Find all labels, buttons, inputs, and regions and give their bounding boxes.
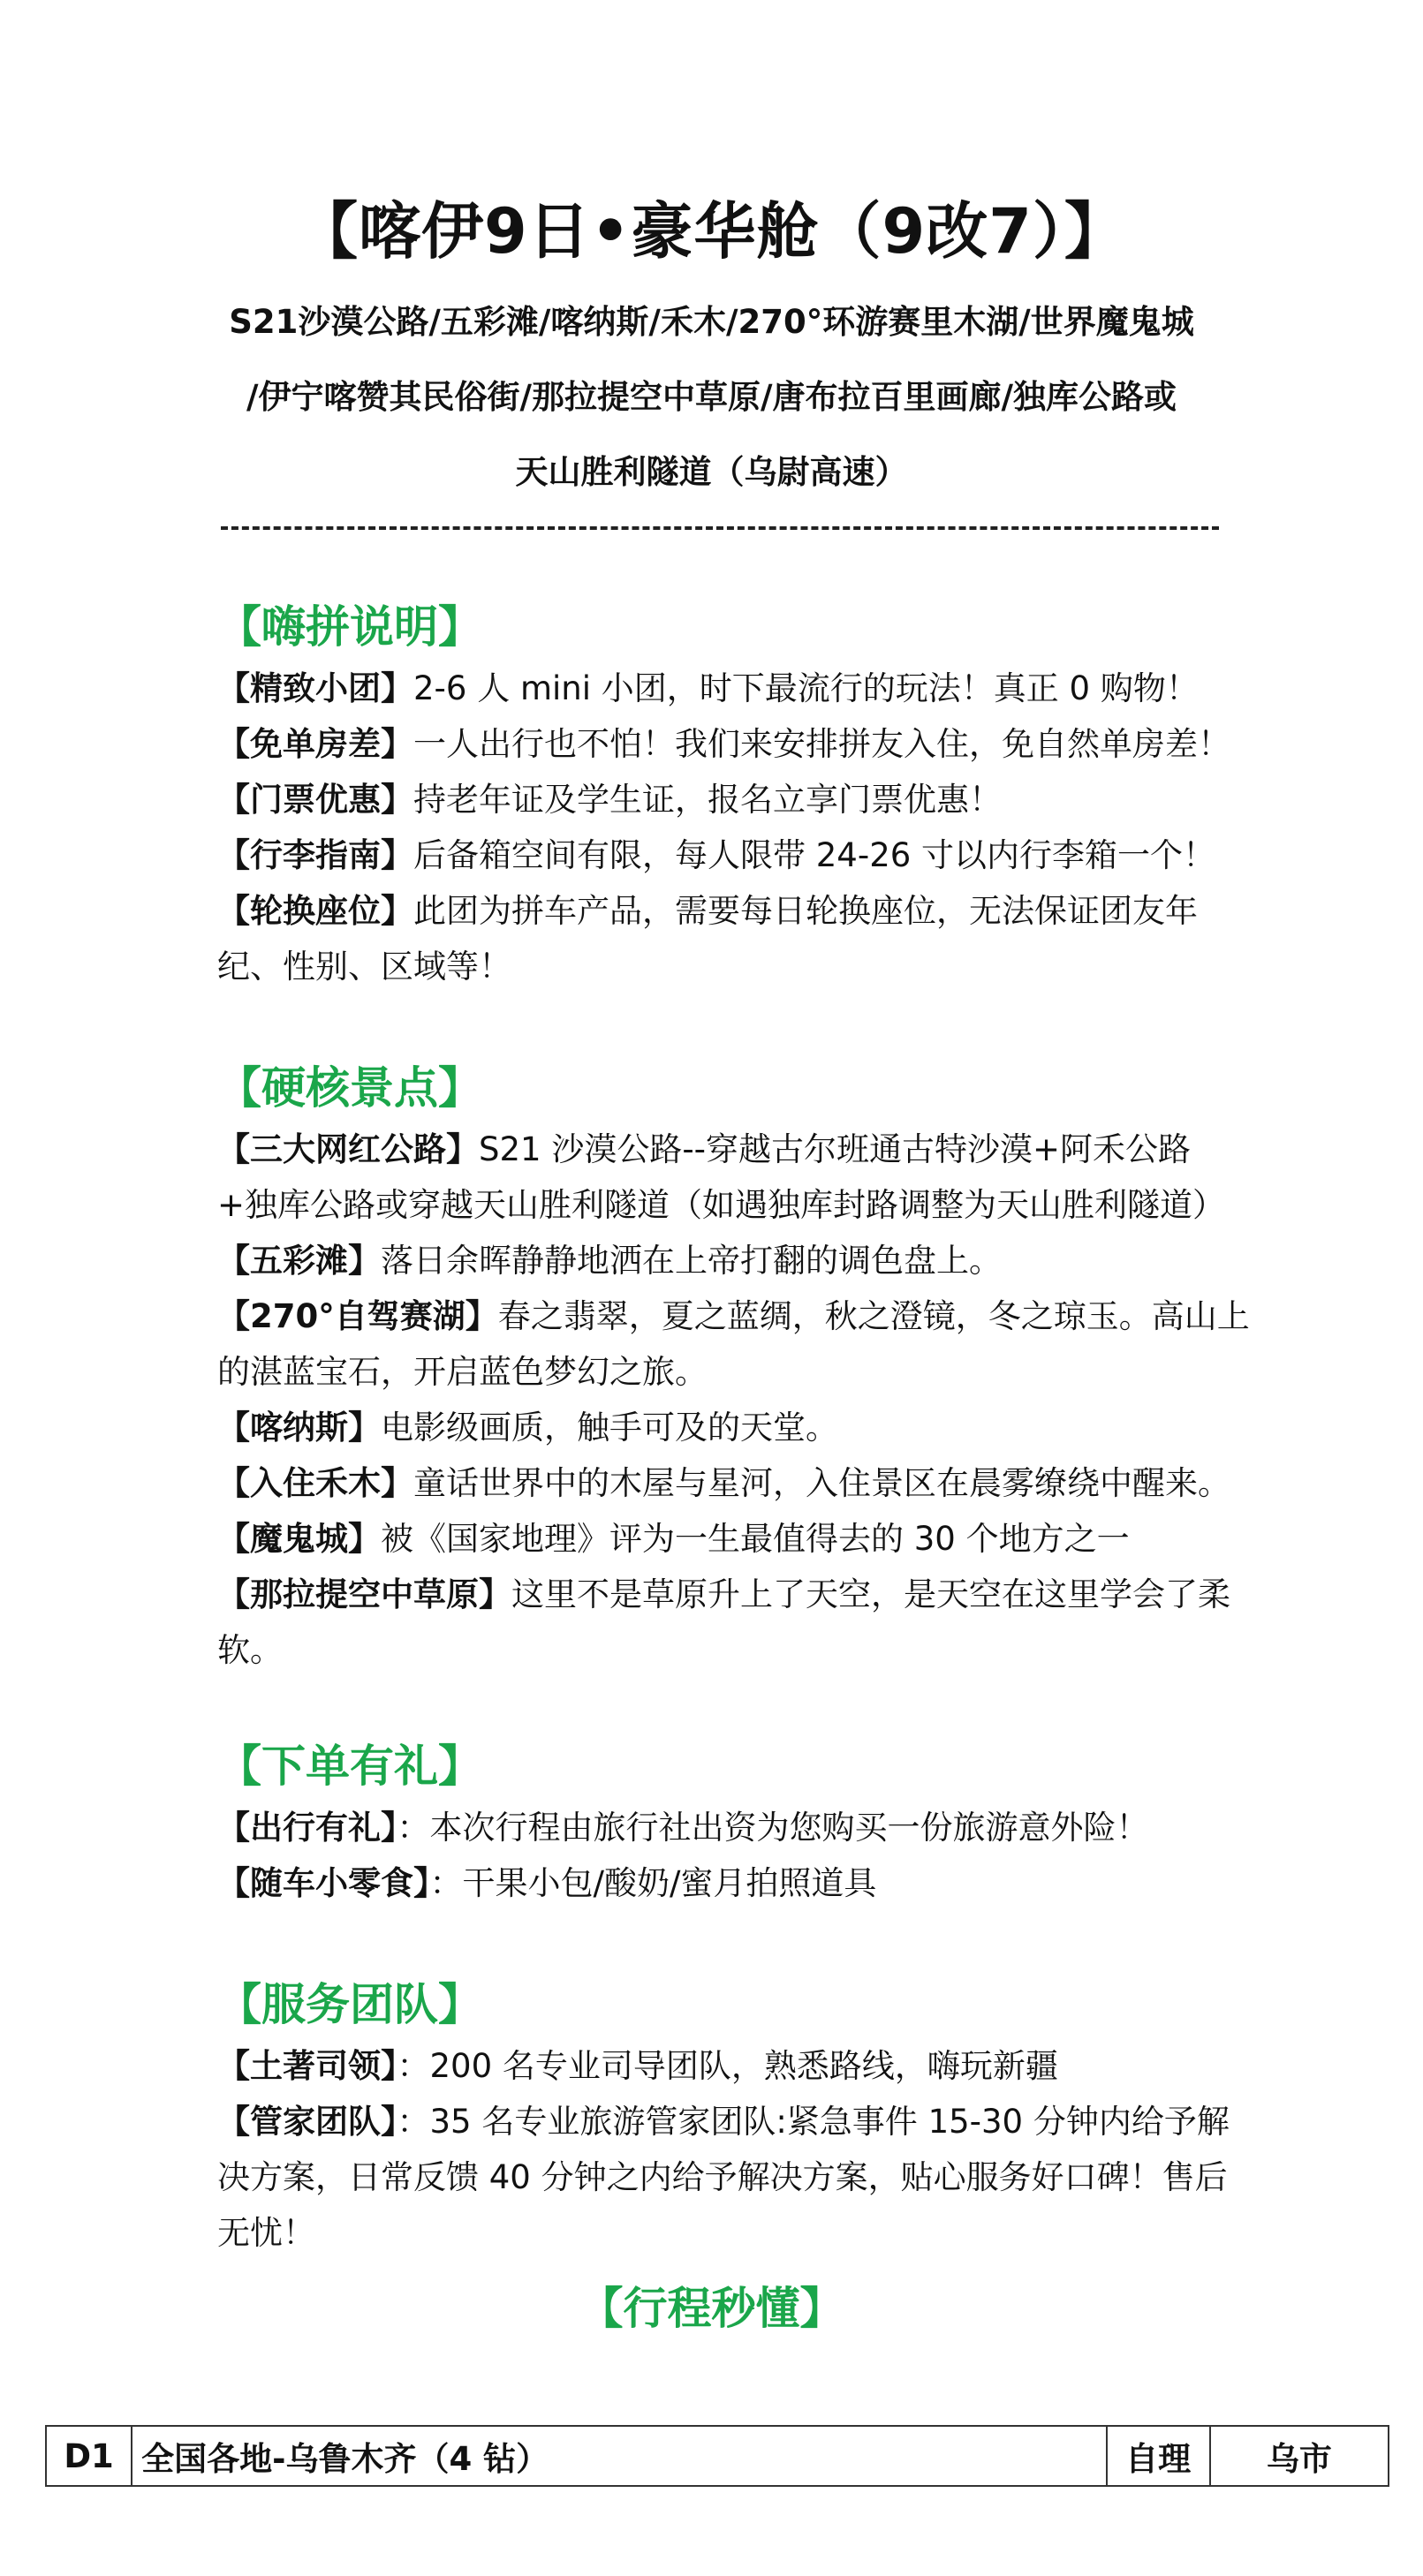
section-team (217, 1971, 1251, 2261)
spot-item: 【魔鬼城】被《国家地理》评为一生最值得去的 30 个地方之一 (217, 1520, 1130, 1558)
hipin-item: 【行李指南】后备箱空间有限，每人限带 24-26 寸以内行李箱一个！ (217, 836, 1216, 874)
page-title: 【喀伊9日•豪华舱（9改7）】 (296, 195, 1127, 268)
section-heading-spots: 【硬核景点】 (217, 1062, 482, 1114)
spot-item: 【入住禾木】童话世界中的木屋与星河，入住景区在晨雾缭绕中醒来。 (217, 1464, 1230, 1502)
dashed-divider (221, 526, 1219, 530)
section-heading-team: 【服务团队】 (217, 1979, 482, 2030)
hipin-item: 【精致小团】2-6 人 mini 小团，时下最流行的玩法！真正 0 购物！ (217, 669, 1199, 707)
table-row (46, 2426, 1389, 2486)
itinerary-meal: 自理 (1107, 2426, 1210, 2486)
section-spots (217, 1054, 1251, 1678)
gift-item: 【出行有礼】：本次行程由旅行社出资为您购买一份旅游意外险！ (217, 1809, 1149, 1847)
section-heading-itinerary: 【行程秒懂】 (579, 2283, 844, 2334)
itinerary-table (45, 2425, 1389, 2487)
section-hipin (217, 593, 1251, 994)
hipin-item: 【门票优惠】持老年证及学生证，报名立享门票优惠！ (217, 781, 1002, 819)
spot-item: 【喀纳斯】电影级画质，触手可及的天堂。 (217, 1409, 838, 1447)
itinerary-day: D1 (46, 2426, 132, 2486)
itinerary-stay: 乌市 (1210, 2426, 1389, 2486)
hipin-item: 【免单房差】一人出行也不怕！我们来安排拼友入住，免自然单房差！ (217, 725, 1230, 763)
team-item: 【土著司领】：200 名专业司导团队，熟悉路线，嗨玩新疆 (217, 2047, 1058, 2085)
subtitle-line-3: 天山胜利隧道（乌尉高速） (515, 453, 908, 491)
spot-item: 【五彩滩】落日余晖静静地洒在上帝打翻的调色盘上。 (217, 1242, 1002, 1280)
subtitle-line-2: /伊宁喀赞其民俗街/那拉提空中草原/唐布拉百里画廊/独库公路或 (246, 378, 1177, 416)
hipin-item: 【轮换座位】此团为拼车产品，需要每日轮换座位，无法保证团友年纪、性别、区域等！ (217, 892, 1198, 986)
section-gifts (217, 1733, 1251, 1911)
subtitle-line-1: S21沙漠公路/五彩滩/喀纳斯/禾木/270°环游赛里木湖/世界魔鬼城 (229, 303, 1194, 341)
gift-item: 【随车小零食】：干果小包/酸奶/蜜月拍照道具 (217, 1864, 877, 1902)
spot-item: 【270°自驾赛湖】春之翡翠，夏之蓝绸，秋之澄镜，冬之琼玉。高山上的湛蓝宝石，开启蓝色梦幻之旅。 (217, 1297, 1250, 1391)
spot-item: 【三大网红公路】S21 沙漠公路--穿越古尔班通古特沙漠+阿禾公路+独库公路或穿越天山胜利隧道（如遇独库封路调整为天山胜利隧道） (217, 1130, 1226, 1224)
itinerary-route: 全国各地-乌鲁木齐（4 钻） (132, 2426, 1106, 2486)
spot-item: 【那拉提空中草原】这里不是草原升上了天空，是天空在这里学会了柔软。 (217, 1575, 1230, 1669)
team-item: 【管家团队】：35 名专业旅游管家团队:紧急事件 15-30 分钟内给予解决方案，日常反馈 40 分钟之内给予解决方案，贴心服务好口碑！售后无忧！ (217, 2103, 1230, 2252)
section-heading-gifts: 【下单有礼】 (217, 1741, 482, 1792)
section-heading-hipin: 【嗨拼说明】 (217, 601, 482, 653)
